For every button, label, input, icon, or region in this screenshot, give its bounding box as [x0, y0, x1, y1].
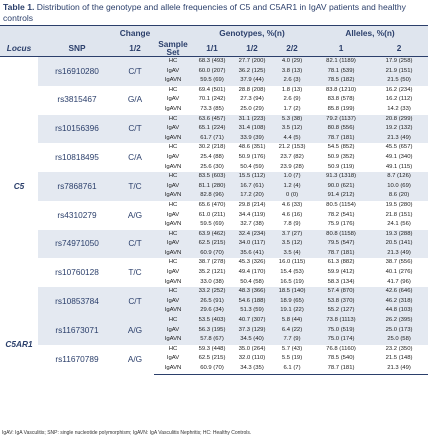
allele-1-cell: 73.8 (1113) [312, 316, 370, 326]
genotype-11-cell: 61.0 (211) [198, 211, 226, 218]
genotype-22-cell: 3.8 (13) [272, 67, 312, 77]
allele-1-cell: 50.9 (119) [327, 163, 355, 170]
genotype-12-cell: 33.9 (39) [232, 134, 272, 144]
genotype-11-cell: 30.2 (218) [198, 144, 226, 151]
genotype-11-cell: 25.6 (30) [200, 163, 224, 170]
genotype-11-cell: 29.6 (34) [192, 306, 232, 316]
allele-1-cell: 83.8 (1210) [325, 86, 357, 93]
genotype-12-cell: 34.0 (117) [232, 239, 272, 249]
genotype-22-cell: 18.9 (65) [272, 297, 312, 307]
genotype-22-cell: 4.6 (16) [281, 211, 303, 218]
genotype-22-cell: 7.8 (9) [283, 221, 301, 228]
sample-set-cell: IgAVN [154, 249, 192, 259]
genotype-12-cell: 48.3 (366) [232, 287, 272, 297]
sample-set-cell: IgAVN [154, 335, 192, 345]
genotype-22-cell: 7.7 (9) [272, 335, 312, 345]
table-row [0, 172, 428, 182]
genotype-22-cell: 3.5 (12) [272, 239, 312, 249]
sample-set-cell: IgAVN [164, 278, 182, 285]
sample-set-cell: HC [168, 86, 178, 93]
allele-2-cell: 21.5 (148) [385, 355, 413, 362]
genotype-22-cell: 3.5 (12) [272, 124, 312, 134]
sample-set-cell: HC [168, 345, 178, 352]
allele-1-cell: 90.0 (621) [312, 182, 370, 192]
header-genotype-22: 2/2 [272, 40, 312, 57]
allele-2-cell: 45.5 (657) [385, 144, 413, 151]
allele-2-cell: 44.8 (103) [370, 306, 428, 316]
sample-set-cell: HC [154, 115, 192, 125]
allele-1-cell: 83.8 (578) [327, 96, 355, 103]
table-caption [3, 2, 423, 24]
sample-set-cell: IgAV [154, 239, 192, 249]
genotype-11-cell: 59.5 (69) [192, 76, 232, 86]
change-cell: A/G [116, 316, 154, 345]
genotype-12-cell: 36.2 (125) [232, 67, 272, 77]
allele-2-cell: 16.2 (112) [385, 96, 413, 103]
allele-1-cell: 78.7 (181) [312, 364, 370, 374]
genotype-11-cell: 82.8 (96) [192, 191, 232, 201]
change-cell: C/T [116, 287, 154, 316]
genotype-22-cell: 5.7 (43) [281, 345, 303, 352]
genotype-22-cell: 1.7 (2) [283, 105, 301, 112]
allele-1-cell: 78.7 (181) [312, 134, 370, 144]
change-cell: C/T [116, 57, 154, 86]
genotype-12-cell: 17.2 (20) [232, 191, 272, 201]
genotype-11-cell: 53.5 (403) [192, 316, 232, 326]
table-row [0, 287, 428, 297]
allele-1-cell: 80.5 (1154) [326, 201, 356, 208]
allele-1-cell: 91.4 (212) [312, 191, 370, 201]
allele-2-cell: 21.5 (50) [370, 76, 428, 86]
table-row [0, 143, 428, 153]
allele-1-cell: 54.5 (852) [327, 144, 355, 151]
allele-2-cell: 21.8 (151) [385, 211, 413, 218]
genotype-12-cell: 31.4 (108) [232, 124, 272, 134]
snp-cell: rs3815467 [57, 94, 97, 105]
genotype-12-cell: 49.4 (170) [238, 269, 266, 276]
header-change: Change [116, 26, 154, 41]
genotype-22-cell: 4.6 (33) [281, 201, 303, 208]
genotype-12-cell: 50.4 (58) [240, 278, 264, 285]
allele-1-cell: 80.8 (556) [312, 124, 370, 134]
sample-set-cell: HC [154, 230, 192, 240]
change-cell: T/C [128, 267, 142, 278]
header-allele-2: 2 [370, 40, 428, 57]
genotype-11-cell: 65.1 (224) [192, 124, 232, 134]
allele-1-cell: 78.5 (540) [327, 355, 355, 362]
header-genotype-11: 1/1 [192, 40, 232, 57]
allele-1-cell: 78.7 (181) [312, 249, 370, 259]
allele-2-cell: 17.9 (258) [370, 57, 428, 67]
allele-1-cell: 80.8 (1158) [312, 230, 370, 240]
genotype-11-cell: 60.9 (70) [192, 364, 232, 374]
table-row [0, 230, 428, 240]
allele-1-cell: 75.0 (519) [312, 326, 370, 336]
change-cell: C/T [116, 115, 154, 144]
table-row [0, 115, 428, 125]
allele-2-cell: 21.3 (49) [370, 249, 428, 259]
sample-set-cell: HC [154, 287, 192, 297]
snp-cell: rs11673071 [38, 316, 116, 345]
allele-2-cell: 19.5 (280) [385, 201, 413, 208]
snp-cell: rs7868761 [38, 172, 116, 201]
allele-2-cell: 40.1 (276) [385, 269, 413, 276]
genotype-11-cell: 61.7 (71) [192, 134, 232, 144]
genotype-12-cell: 34.5 (40) [232, 335, 272, 345]
sample-set-cell: HC [168, 144, 178, 151]
sample-set-cell: IgAV [154, 67, 192, 77]
allele-1-cell: 79.5 (547) [312, 239, 370, 249]
sample-set-cell: IgAV [154, 326, 192, 336]
allele-1-cell: 91.3 (1318) [312, 172, 370, 182]
genotype-12-cell: 50.9 (176) [238, 153, 266, 160]
genotype-11-cell: 63.9 (462) [192, 230, 232, 240]
allele-2-cell: 41.7 (96) [387, 278, 411, 285]
allele-2-cell: 20.5 (141) [370, 239, 428, 249]
caption-text: Distribution of the genotype and allele frequencies of C5 and C5AR1 in IgAV patients and healthy controls [3, 2, 406, 23]
genotype-12-cell: 35.0 (264) [238, 345, 266, 352]
allele-1-cell: 61.3 (882) [327, 259, 355, 266]
allele-2-cell: 49.1 (115) [385, 163, 413, 170]
change-cell: C/T [116, 230, 154, 259]
genotype-12-cell: 25.0 (29) [240, 105, 264, 112]
allele-2-cell: 14.2 (33) [387, 105, 411, 112]
genotype-11-cell: 57.8 (67) [192, 335, 232, 345]
genotype-11-cell: 25.4 (88) [200, 153, 224, 160]
sample-set-cell: IgAV [154, 182, 192, 192]
genotype-11-cell: 62.5 (215) [192, 239, 232, 249]
genotype-11-cell: 65.6 (470) [198, 201, 226, 208]
header-genotypes: Genotypes, %(n) [192, 26, 312, 41]
snp-cell: rs10156396 [38, 115, 116, 144]
genotype-12-cell: 34.4 (119) [238, 211, 266, 218]
genotype-12-cell: 16.7 (61) [232, 182, 272, 192]
genotype-12-cell: 51.3 (59) [232, 306, 272, 316]
allele-2-cell: 10.0 (69) [370, 182, 428, 192]
sample-set-cell: IgAV [154, 297, 192, 307]
allele-1-cell: 50.9 (352) [327, 153, 355, 160]
genotype-22-cell: 15.4 (53) [280, 269, 304, 276]
genotype-22-cell: 4.0 (29) [272, 57, 312, 67]
header-sample-set: Sample Set [154, 40, 192, 57]
sample-set-cell: IgAVN [154, 364, 192, 374]
allele-2-cell: 23.2 (350) [385, 345, 413, 352]
table-header [0, 26, 428, 57]
header-change-sub: 1/2 [116, 40, 154, 57]
locus-cell: C5AR1 [0, 316, 38, 374]
header-snp-spacer [38, 26, 116, 41]
allele-1-cell: 78.1 (539) [312, 67, 370, 77]
allele-2-cell: 21.9 (151) [370, 67, 428, 77]
sample-set-cell: IgAVN [154, 191, 192, 201]
table-row [0, 345, 428, 355]
sample-set-cell: HC [154, 57, 192, 67]
genotype-22-cell: 6.4 (22) [272, 326, 312, 336]
allele-2-cell: 46.2 (318) [370, 297, 428, 307]
genotype-11-cell: 59.5 (69) [200, 221, 224, 228]
snp-cell: rs74971050 [38, 230, 116, 259]
allele-2-cell: 25.0 (173) [370, 326, 428, 336]
allele-1-cell: 55.2 (127) [312, 306, 370, 316]
genotype-22-cell: 5.8 (44) [272, 316, 312, 326]
genotype-22-cell: 21.2 (153) [278, 144, 306, 151]
snp-cell: rs10760128 [55, 267, 99, 278]
snp-cell: rs4310279 [57, 209, 97, 220]
genotype-11-cell: 59.3 (448) [198, 345, 226, 352]
table-row [0, 316, 428, 326]
genotype-22-cell: 1.8 (13) [281, 86, 303, 93]
allele-2-cell: 49.1 (340) [385, 153, 413, 160]
genotype-22-cell: 0 (0) [272, 191, 312, 201]
sample-set-cell: IgAVN [164, 163, 182, 170]
genotype-12-cell: 37.9 (44) [232, 76, 272, 86]
genotype-22-cell: 1.0 (7) [272, 172, 312, 182]
genotype-table [0, 25, 428, 375]
allele-1-cell: 78.2 (541) [327, 211, 355, 218]
sample-set-cell: IgAV [166, 269, 180, 276]
sample-set-cell: IgAVN [154, 76, 192, 86]
change-cell: A/G [127, 353, 143, 364]
genotype-22-cell: 3.7 (27) [272, 230, 312, 240]
change-cell: C/A [128, 151, 142, 162]
sample-set-cell: IgAV [166, 211, 180, 218]
table-body [0, 57, 428, 375]
allele-2-cell: 19.2 (132) [370, 124, 428, 134]
table-row [0, 258, 428, 268]
sample-set-cell: HC [154, 316, 192, 326]
genotype-22-cell: 23.9 (28) [280, 163, 304, 170]
allele-1-cell: 59.9 (412) [327, 269, 355, 276]
sample-set-cell: IgAV [166, 96, 180, 103]
genotype-22-cell: 16.5 (19) [280, 278, 304, 285]
genotype-12-cell: 48.6 (351) [238, 144, 266, 151]
table-footnote: IgAV: IgA Vasculitis; SNP: single nucleotide polymorphism; IgAVN: IgA Vasculitis Nephritis; HC: Healthy Controls. [2, 430, 252, 436]
allele-1-cell: 75.9 (176) [327, 221, 355, 228]
allele-2-cell: 21.3 (49) [370, 134, 428, 144]
allele-2-cell: 21.3 (49) [370, 364, 428, 374]
sample-set-cell: HC [168, 201, 178, 208]
snp-cell: rs10853784 [38, 287, 116, 316]
allele-1-cell: 57.4 (870) [312, 287, 370, 297]
snp-cell: rs16910280 [38, 57, 116, 86]
genotype-12-cell: 29.8 (214) [238, 201, 266, 208]
sample-set-cell: IgAVN [154, 306, 192, 316]
allele-1-cell: 53.8 (370) [312, 297, 370, 307]
header-genotype-12: 1/2 [232, 40, 272, 57]
snp-cell: rs11670789 [55, 353, 99, 364]
allele-2-cell: 20.8 (299) [370, 115, 428, 125]
genotype-11-cell: 69.4 (501) [198, 86, 226, 93]
allele-1-cell: 79.2 (1137) [312, 115, 370, 125]
genotype-11-cell: 63.6 (457) [192, 115, 232, 125]
allele-1-cell: 85.8 (199) [327, 105, 355, 112]
allele-1-cell: 75.0 (174) [312, 335, 370, 345]
genotype-12-cell: 54.6 (188) [232, 297, 272, 307]
header-alleles: Alleles, %(n) [312, 26, 428, 41]
header-locus-spacer [0, 26, 38, 41]
table-row [0, 57, 428, 67]
sample-set-cell: IgAVN [154, 134, 192, 144]
genotype-11-cell: 73.3 (85) [200, 105, 224, 112]
table-row [0, 201, 428, 211]
change-cell: T/C [116, 172, 154, 201]
sample-set-cell: IgAV [154, 124, 192, 134]
genotype-22-cell: 5.5 (19) [281, 355, 303, 362]
genotype-11-cell: 81.1 (280) [192, 182, 232, 192]
genotype-12-cell: 34.3 (35) [232, 364, 272, 374]
genotype-11-cell: 33.2 (252) [192, 287, 232, 297]
genotype-12-cell: 35.6 (41) [232, 249, 272, 259]
genotype-22-cell: 3.5 (4) [272, 249, 312, 259]
allele-2-cell: 16.2 (234) [385, 86, 413, 93]
genotype-11-cell: 26.5 (91) [192, 297, 232, 307]
allele-2-cell: 19.3 (288) [370, 230, 428, 240]
genotype-12-cell: 37.3 (129) [232, 326, 272, 336]
table-row [0, 86, 428, 96]
genotype-22-cell: 6.1 (7) [272, 364, 312, 374]
header-snp: SNP [38, 40, 116, 57]
genotype-22-cell: 5.3 (38) [272, 115, 312, 125]
header-locus: Locus [0, 40, 38, 57]
genotype-12-cell: 28.8 (208) [238, 86, 266, 93]
locus-cell: C5 [0, 57, 38, 317]
genotype-11-cell: 38.7 (278) [198, 259, 226, 266]
genotype-12-cell: 27.3 (94) [240, 96, 264, 103]
genotype-22-cell: 16.0 (115) [278, 259, 306, 266]
genotype-11-cell: 70.1 (242) [198, 96, 226, 103]
genotype-12-cell: 40.7 (307) [232, 316, 272, 326]
genotype-11-cell: 68.3 (493) [192, 57, 232, 67]
genotype-12-cell: 27.7 (200) [232, 57, 272, 67]
allele-2-cell: 24.1 (56) [387, 221, 411, 228]
sample-set-cell: IgAVN [164, 105, 182, 112]
snp-cell: rs10818495 [55, 151, 99, 162]
allele-2-cell: 25.0 (58) [370, 335, 428, 345]
genotype-22-cell: 18.5 (140) [272, 287, 312, 297]
genotype-12-cell: 32.4 (234) [232, 230, 272, 240]
genotype-11-cell: 62.5 (215) [198, 355, 226, 362]
allele-2-cell: 8.7 (126) [370, 172, 428, 182]
change-cell: G/A [127, 94, 143, 105]
sample-set-cell: HC [168, 259, 178, 266]
genotype-22-cell: 19.1 (22) [272, 306, 312, 316]
genotype-12-cell: 32.0 (110) [238, 355, 266, 362]
sample-set-cell: IgAVN [164, 221, 182, 228]
genotype-22-cell: 4.4 (5) [272, 134, 312, 144]
caption-label: Table 1. [3, 2, 35, 12]
allele-2-cell: 26.2 (395) [370, 316, 428, 326]
genotype-12-cell: 32.7 (38) [240, 221, 264, 228]
genotype-12-cell: 45.3 (326) [238, 259, 266, 266]
genotype-12-cell: 31.1 (223) [232, 115, 272, 125]
allele-1-cell: 78.5 (182) [312, 76, 370, 86]
allele-1-cell: 76.8 (1160) [326, 345, 356, 352]
genotype-12-cell: 15.5 (112) [232, 172, 272, 182]
allele-2-cell: 42.6 (646) [370, 287, 428, 297]
genotype-11-cell: 33.0 (38) [200, 278, 224, 285]
allele-2-cell: 38.7 (556) [385, 259, 413, 266]
genotype-11-cell: 60.0 (207) [192, 67, 232, 77]
genotype-22-cell: 2.6 (3) [272, 76, 312, 86]
sample-set-cell: IgAV [166, 153, 180, 160]
allele-2-cell: 8.6 (20) [370, 191, 428, 201]
genotype-11-cell: 35.2 (121) [198, 269, 226, 276]
sample-set-cell: HC [154, 172, 192, 182]
sample-set-cell: IgAV [166, 355, 180, 362]
allele-1-cell: 58.3 (134) [327, 278, 355, 285]
header-sample-set-spacer [154, 26, 192, 41]
genotype-12-cell: 50.4 (59) [240, 163, 264, 170]
genotype-22-cell: 1.2 (4) [272, 182, 312, 192]
genotype-11-cell: 56.3 (195) [192, 326, 232, 336]
header-allele-1: 1 [312, 40, 370, 57]
genotype-22-cell: 2.6 (9) [283, 96, 301, 103]
change-cell: A/G [127, 209, 143, 220]
genotype-11-cell: 83.5 (603) [192, 172, 232, 182]
genotype-11-cell: 60.9 (70) [192, 249, 232, 259]
genotype-22-cell: 23.7 (82) [280, 153, 304, 160]
allele-1-cell: 82.1 (1189) [312, 57, 370, 67]
